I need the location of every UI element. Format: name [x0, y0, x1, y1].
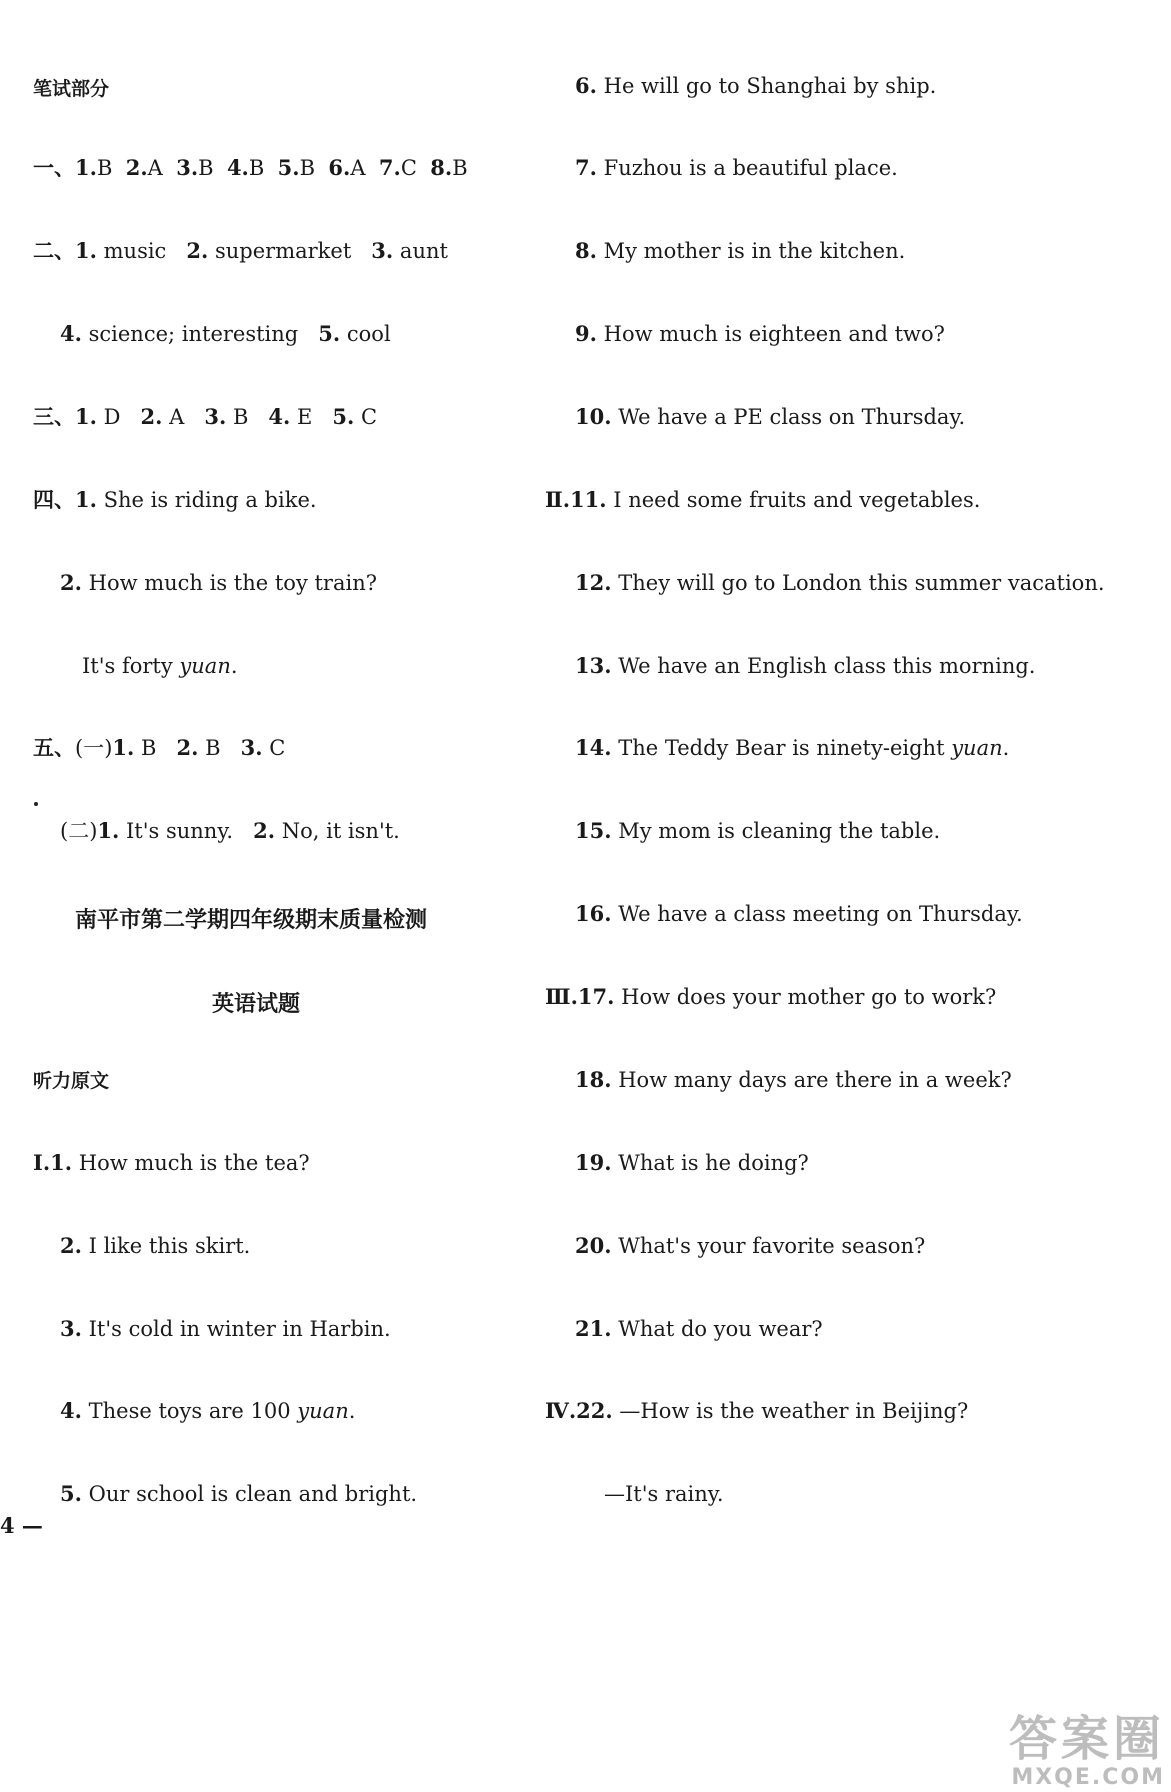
answer-line-q4-1: 四、1. She is riding a bike. [33, 487, 317, 512]
listening-item-14: 14. The Teddy Bear is ninety-eight yuan. [575, 735, 1010, 760]
listening-item-16: 16. We have a class meeting on Thursday. [575, 901, 1023, 926]
part-number: Ⅲ. [545, 984, 578, 1009]
part-number: Ⅰ. [33, 1150, 51, 1175]
listening-item-6: 6. He will go to Shanghai by ship. [575, 73, 937, 98]
answer-line-q1: 一、1.B 2.A 3.B 4.B 5.B 6.A 7.C 8.B [33, 155, 468, 180]
question-number: 四、 [33, 487, 75, 512]
listening-item-15: 15. My mom is cleaning the table. [575, 818, 941, 843]
listening-item-18: 18. How many days are there in a week? [575, 1067, 1012, 1092]
listening-item-17: Ⅲ.17. How does your mother go to work? [545, 984, 997, 1009]
listening-item-3: 3. It's cold in winter in Harbin. [60, 1316, 391, 1341]
question-number: 三、 [33, 404, 75, 429]
answer-line-q4-2: 2. How much is the toy train? [60, 570, 377, 595]
question-number: 二、 [33, 238, 75, 263]
listening-item-8: 8. My mother is in the kitchen. [575, 238, 906, 263]
listening-item-7: 7. Fuzhou is a beautiful place. [575, 155, 898, 180]
watermark-url: MXQE.COM [1011, 1765, 1165, 1790]
part-number: Ⅱ. [545, 487, 571, 512]
listening-item-21: 21. What do you wear? [575, 1316, 823, 1341]
listening-item-1: Ⅰ.1. How much is the tea? [33, 1150, 310, 1175]
answer-line-q2-b: 4. science; interesting 5. cool [60, 321, 391, 346]
listening-item-4: 4. These toys are 100 yuan. [60, 1398, 356, 1423]
listening-item-2: 2. I like this skirt. [60, 1233, 251, 1258]
listening-item-5: 5. Our school is clean and bright. [60, 1481, 418, 1506]
answer-line-q5-1: 五、(一)1. B 2. B 3. C [33, 735, 286, 760]
part-number: Ⅳ. [545, 1398, 577, 1423]
question-number: 一、 [33, 155, 75, 180]
listening-item-12: 12. They will go to London this summer vacation. [575, 570, 1105, 595]
question-number: 五、 [33, 735, 75, 760]
listening-item-19: 19. What is he doing? [575, 1150, 809, 1175]
answer-line-q2-a: 二、1. music 2. supermarket 3. aunt [33, 238, 448, 263]
listening-item-11: Ⅱ.11. I need some fruits and vegetables. [545, 487, 981, 512]
answer-line-q3: 三、1. D 2. A 3. B 4. E 5. C [33, 404, 378, 429]
ink-dot [34, 802, 38, 806]
site-watermark [1009, 1713, 1165, 1790]
listening-item-9: 9. How much is eighteen and two? [575, 321, 945, 346]
listening-item-20: 20. What's your favorite season? [575, 1233, 926, 1258]
listening-item-13: 13. We have an English class this morning. [575, 653, 1036, 678]
listening-item-10: 10. We have a PE class on Thursday. [575, 404, 966, 429]
section-heading-listening: 听力原文 [33, 1070, 110, 1092]
dialogue-reply: —It's rainy. [604, 1482, 724, 1506]
answer-line-q4-3: It's forty yuan. [82, 654, 238, 678]
listening-item-22: Ⅳ.22. —How is the weather in Beijing? [545, 1398, 969, 1423]
exam-title: 南平市第二学期四年级期末质量检测 [75, 907, 428, 933]
section-heading-written: 笔试部分 [33, 78, 110, 100]
answer-line-q5-2: (二)1. It's sunny. 2. No, it isn't. [60, 818, 400, 843]
watermark-logo: 答案圈 [1008, 1711, 1165, 1767]
page-number: 4 — [0, 1513, 43, 1538]
exam-subtitle: 英语试题 [212, 991, 301, 1017]
